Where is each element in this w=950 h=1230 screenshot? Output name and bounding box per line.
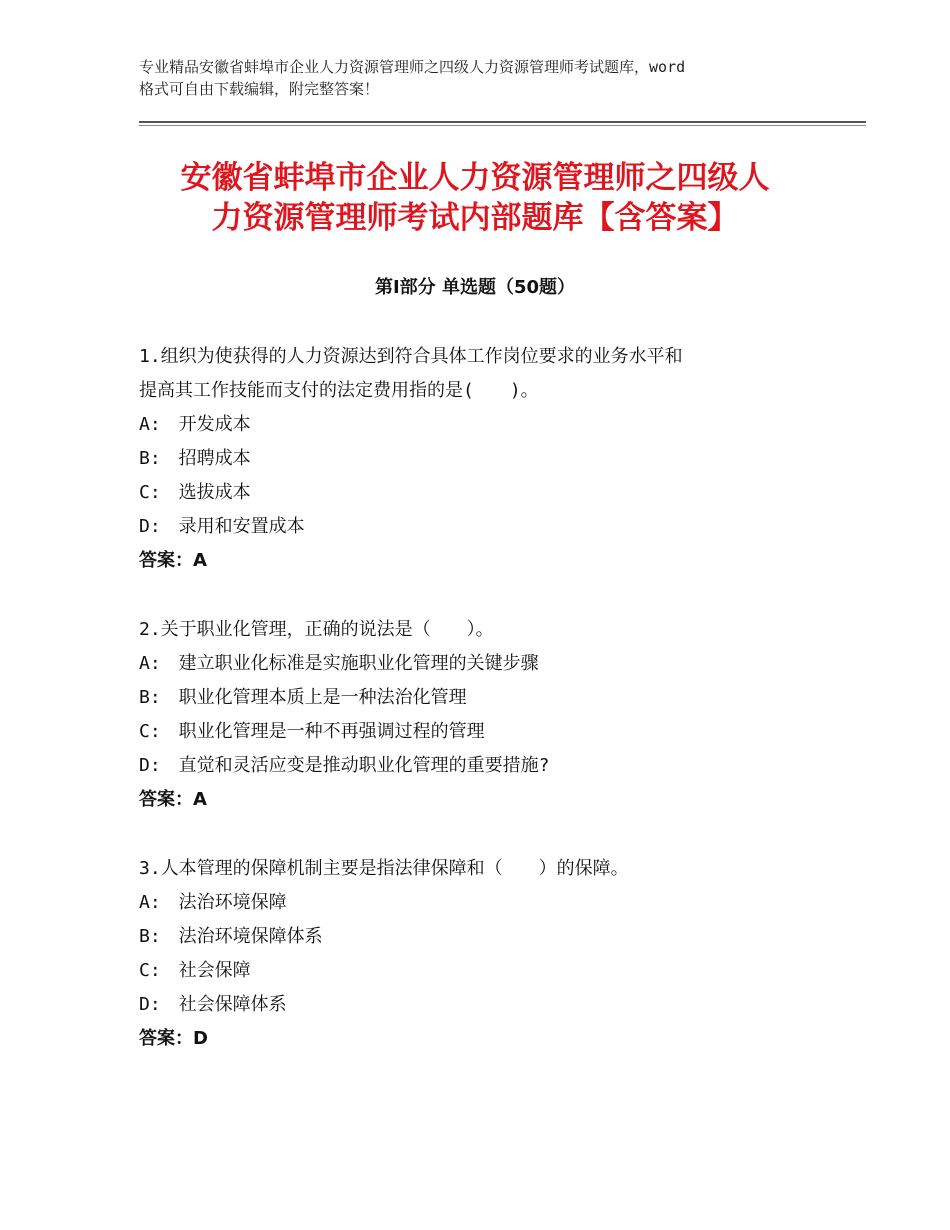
option-a: A: 建立职业化标准是实施职业化管理的关键步骤 [139,653,539,674]
question-stem-line: 1.组织为使获得的人力资源达到符合具体工作岗位要求的业务水平和 [139,346,683,367]
option-a: A: 开发成本 [139,414,251,435]
answer-label: 答案：A [139,550,207,571]
option-c: C: 职业化管理是一种不再强调过程的管理 [139,721,485,742]
option-a: A: 法治环境保障 [139,892,287,913]
question-stem-line: 提高其工作技能而支付的法定费用指的是( )。 [139,380,539,401]
option-b: B: 招聘成本 [139,448,251,469]
answer-label: 答案：A [139,789,207,810]
option-d: D: 直觉和灵活应变是推动职业化管理的重要措施? [139,755,550,776]
document-title [90,158,860,238]
header-divider-thin [139,125,866,126]
option-d: D: 录用和安置成本 [139,516,305,537]
option-c: C: 选拔成本 [139,482,251,503]
option-d: D: 社会保障体系 [139,994,287,1015]
option-b: B: 法治环境保障体系 [139,926,323,947]
question-3 [139,852,859,1056]
header-note-line-2: 格式可自由下载编辑，附完整答案！ [139,80,380,98]
header-note [139,56,839,100]
question-1 [139,340,859,578]
section-heading: 第Ⅰ部分 单选题（50题） [374,277,575,298]
document-title-line-1: 安徽省蚌埠市企业人力资源管理师之四级人 [180,160,770,196]
option-c: C: 社会保障 [139,960,251,981]
option-b: B: 职业化管理本质上是一种法治化管理 [139,687,467,708]
header-note-line-1: 专业精品安徽省蚌埠市企业人力资源管理师之四级人力资源管理师考试题库，word [139,58,686,76]
question-stem-line: 3.人本管理的保障机制主要是指法律保障和（ ）的保障。 [139,858,629,879]
header-divider-thick [139,121,866,123]
answer-label: 答案：D [139,1028,208,1049]
question-stem-line: 2.关于职业化管理，正确的说法是（ ）。 [139,619,494,640]
document-title-line-2: 力资源管理师考试内部题库【含答案】 [211,200,739,236]
question-2 [139,613,859,817]
